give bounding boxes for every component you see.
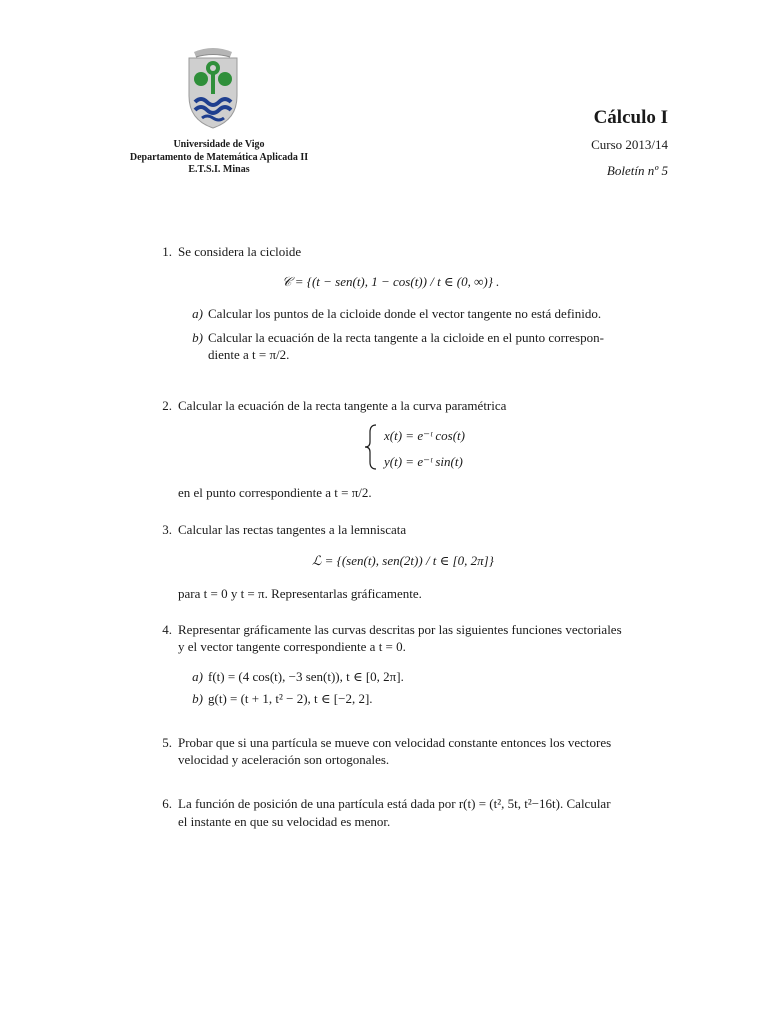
department-name: Departamento de Matemática Aplicada II — [129, 151, 309, 163]
problem-2-number: 2. — [162, 398, 172, 413]
problem-1-number: 1. — [162, 244, 172, 259]
problem-1b-text-line1: Calcular la ecuación de la recta tangente a la cicloide en el punto correspon- — [208, 330, 604, 345]
problem-2-intro: Calcular la ecuación de la recta tangente a la curva paramétrica — [178, 398, 507, 413]
problem-1-formula: 𝒞 = {(t − sen(t), 1 − cos(t)) / t ∈ (0, ∞)} . — [282, 274, 500, 289]
school-name: E.T.S.I. Minas — [188, 164, 250, 175]
system-brace-icon — [364, 424, 378, 470]
problem-4-intro-line2: y el vector tangente correspondiente a t = 0. — [178, 639, 406, 654]
problem-2-x-equation: x(t) = e⁻ᵗ cos(t) — [384, 428, 465, 443]
problem-5-text-line1: Probar que si una partícula se mueve con velocidad constante entonces los vectores — [178, 735, 612, 750]
problem-6-number: 6. — [162, 796, 172, 811]
problem-2-outro: en el punto correspondiente a t = π/2. — [178, 485, 372, 500]
problem-1-intro: Se considera la cicloide — [178, 244, 302, 259]
problem-6-text-line1: La función de posición de una partícula está dada por r(t) = (t², 5t, t²−16t). Calcular — [178, 796, 611, 811]
problem-3-formula: ℒ = {(sen(t), sen(2t)) / t ∈ [0, 2π]} — [312, 553, 494, 568]
problem-4b-text: g(t) = (t + 1, t² − 2), t ∈ [−2, 2]. — [208, 691, 373, 706]
problem-4-intro-line1: Representar gráficamente las curvas descritas por las siguientes funciones vectoriales — [178, 622, 622, 637]
problem-4a-label: a) — [192, 669, 203, 684]
university-logo-icon — [186, 44, 240, 130]
problem-5-number: 5. — [162, 735, 172, 750]
institution-block — [110, 139, 328, 177]
problem-3-intro: Calcular las rectas tangentes a la lemniscata — [178, 522, 407, 537]
problem-6-text-line2: el instante en que su velocidad es menor. — [178, 814, 391, 829]
problem-3-outro: para t = 0 y t = π. Representarlas gráficamente. — [178, 586, 422, 601]
university-name: Universidade de Vigo — [173, 139, 265, 150]
course-year: Curso 2013/14 — [591, 137, 668, 152]
problem-1a-text: Calcular los puntos de la cicloide donde el vector tangente no está definido. — [208, 306, 602, 321]
problem-4a-text: f(t) = (4 cos(t), −3 sen(t)), t ∈ [0, 2π]. — [208, 669, 404, 684]
problem-4b-label: b) — [192, 691, 203, 706]
course-block — [540, 106, 668, 179]
problem-2-y-equation: y(t) = e⁻ᵗ sin(t) — [384, 454, 463, 469]
problem-4-number: 4. — [162, 622, 172, 637]
bulletin-number: Boletín nº 5 — [606, 163, 668, 178]
course-title: Cálculo I — [593, 107, 668, 128]
problem-1b-text-line2: diente a t = π/2. — [208, 347, 290, 362]
problem-3-number: 3. — [162, 522, 172, 537]
problem-5-text-line2: velocidad y aceleración son ortogonales. — [178, 752, 390, 767]
problem-1a-label: a) — [192, 306, 203, 321]
problem-1b-label: b) — [192, 330, 203, 345]
